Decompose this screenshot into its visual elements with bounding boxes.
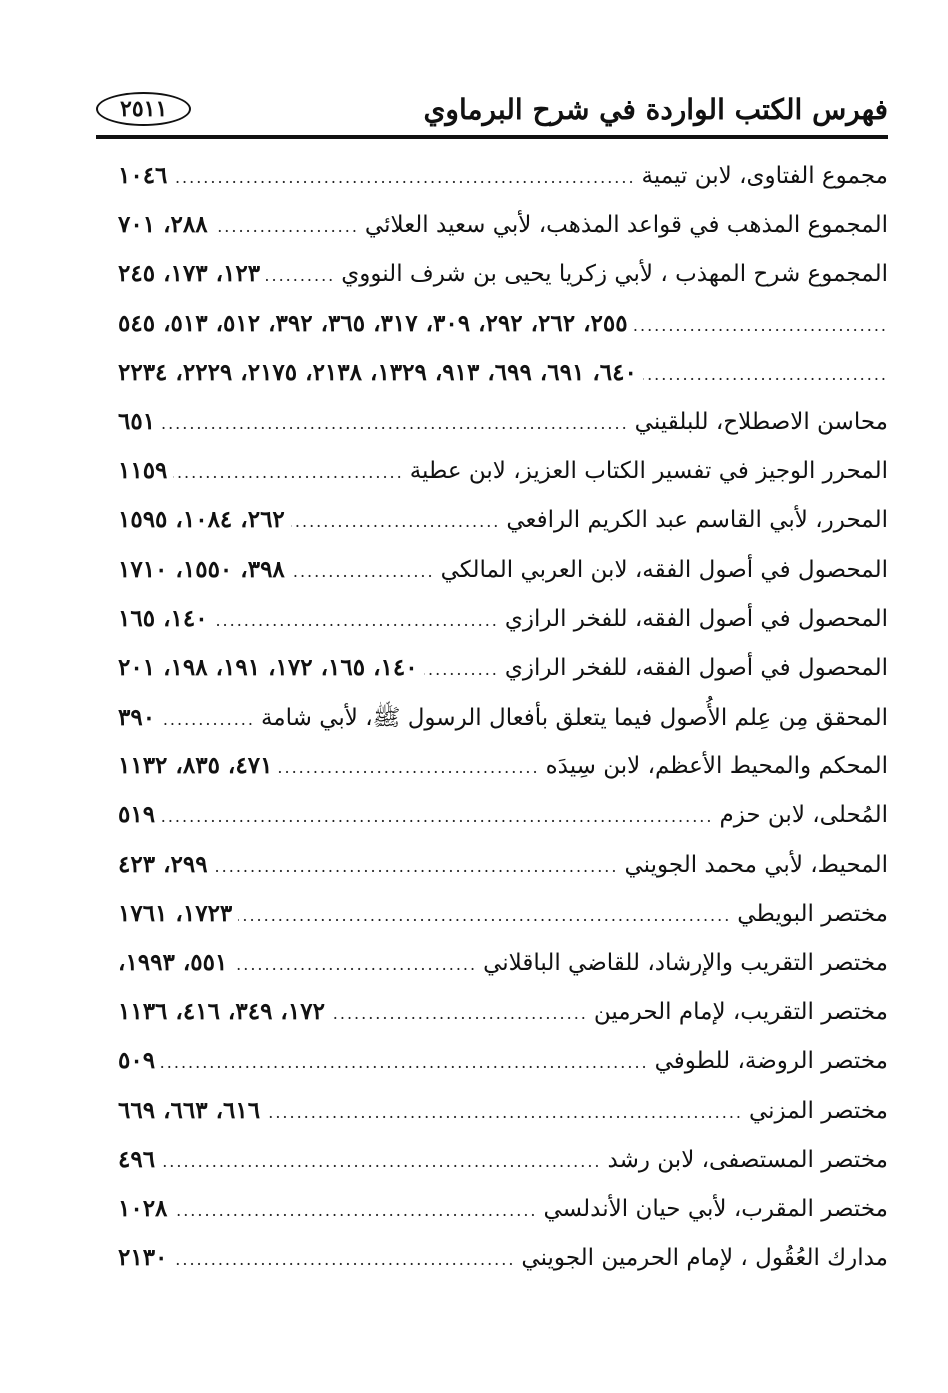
entry-pages: ٢٩٩، ٤٢٣ [118, 850, 208, 878]
leader-dots [424, 660, 499, 679]
leader-dots [214, 217, 359, 236]
leader-dots [173, 168, 635, 187]
entry-title: مختصر المستصفى، لابن رشد [607, 1146, 888, 1173]
index-entry [118, 752, 888, 801]
index-entry [118, 1097, 888, 1146]
header-title: فهرس الكتب الواردة في شرح البرماوي [423, 92, 888, 126]
entry-pages: ٢٦٢، ١٠٨٤، ١٥٩٥ [118, 506, 285, 534]
index-entry-continuation [118, 310, 888, 359]
leader-dots [214, 857, 619, 876]
entry-pages: ١٤٠، ١٦٥، ١٧٢، ١٩١، ١٩٨، ٢٠١ [118, 653, 418, 681]
entry-pages: ٣٩٨، ١٥٥٠، ١٧١٠ [118, 555, 285, 583]
leader-dots [161, 710, 255, 729]
entry-pages: ٥١٩ [118, 801, 156, 829]
entry-pages: ٢٨٨، ٧٠١ [118, 211, 208, 239]
leader-dots [291, 512, 501, 531]
entry-title: المُحلى، لابن حزم [719, 802, 888, 829]
entry-title: المحكم والمحيط الأعظم، لابن سِيدَه [545, 753, 888, 780]
entry-pages: ٦١٦، ٦٦٣، ٦٦٩ [118, 1096, 261, 1124]
leader-dots [634, 316, 888, 335]
index-entry [118, 1195, 888, 1244]
leader-dots [161, 414, 629, 433]
header-divider [96, 135, 888, 139]
index-entry [118, 703, 888, 752]
index-entry-continuation [118, 359, 888, 408]
index-entry [118, 654, 888, 703]
entry-title: مختصر التقريب، لإمام الحرمين [593, 999, 888, 1026]
entry-title: مختصر المقرب، لأبي حيان الأندلسي [543, 1195, 888, 1222]
entry-pages: ١٠٢٨ [118, 1194, 168, 1222]
index-entry [118, 457, 888, 506]
index-entry [118, 162, 888, 211]
index-entry [118, 1244, 888, 1293]
index-entry [118, 998, 888, 1047]
entry-title: المجموع شرح المهذب ، لأبي زكريا يحيى بن شرف النووي [341, 261, 888, 288]
entry-pages: ٤٩٦ [118, 1145, 156, 1173]
index-entry [118, 605, 888, 654]
index-entry [118, 1146, 888, 1195]
index-entry [118, 1047, 888, 1096]
entry-title: المحصول في أصول الفقه، لابن العربي المالكي [440, 556, 888, 583]
entry-title: المحيط، لأبي محمد الجويني [624, 851, 888, 878]
entry-title: مختصر البويطي [737, 900, 888, 927]
leader-dots [173, 1201, 537, 1220]
page-number-badge: ٢٥١١ [96, 92, 191, 126]
index-entry [118, 851, 888, 900]
entry-title: مختصر المزني [748, 1097, 888, 1124]
index-entry [118, 506, 888, 555]
entry-title: محاسن الاصطلاح، للبلقيني [634, 408, 888, 435]
leader-dots [331, 1004, 588, 1023]
entry-pages: ٣٩٠ [118, 704, 156, 732]
index-entry [118, 801, 888, 850]
entry-title: المحصول في أصول الفقه، للفخر الرازي [504, 654, 888, 681]
entry-pages: ١٧٢، ٣٤٩، ٤١٦، ١١٣٦ [118, 998, 325, 1026]
leader-dots [173, 463, 403, 482]
leader-dots [643, 365, 888, 384]
page-header [96, 86, 888, 132]
index-entry [118, 408, 888, 457]
index-entry [118, 211, 888, 260]
entry-pages: ١١٥٩ [118, 457, 168, 485]
entry-pages: ١٤٠، ١٦٥ [118, 604, 208, 632]
leader-dots [233, 955, 477, 974]
leader-dots [278, 758, 539, 777]
entry-title: المحقق مِن عِلم الأُصول فيما يتعلق بأفعال الرسول ﷺ، لأبي شامة [260, 705, 888, 732]
entry-title: مختصر الروضة، للطوفي [654, 1048, 888, 1075]
entry-title: المحرر الوجيز في تفسير الكتاب العزيز، لابن عطية [409, 458, 888, 485]
index-list [118, 162, 888, 1293]
entry-title: مجموع الفتاوى، لابن تيمية [641, 163, 888, 189]
leader-dots [161, 1152, 601, 1171]
index-entry [118, 900, 888, 949]
leader-dots [266, 1103, 743, 1122]
entry-pages: ٥٥١، ١٩٩٣، [118, 949, 228, 976]
index-entry [118, 260, 888, 309]
entry-title: المحصول في أصول الفقه، للفخر الرازي [504, 605, 888, 632]
entry-pages: ٤٧١، ٨٣٥، ١١٣٢ [118, 752, 273, 780]
leader-dots [161, 807, 713, 826]
entry-title: المجموع المذهب في قواعد المذهب، لأبي سعيد العلائي [364, 212, 888, 239]
leader-dots [238, 906, 731, 925]
entry-pages: ٥٠٩ [118, 1047, 156, 1075]
entry-pages: ١٧٢٣، ١٧٦١ [118, 899, 233, 927]
entry-pages: ١٠٤٦ [118, 162, 168, 189]
entry-title: مختصر التقريب والإرشاد، للقاضي الباقلاني [483, 950, 888, 976]
leader-dots [161, 1053, 649, 1072]
leader-dots [291, 562, 435, 581]
entry-pages: ٢٥٥، ٢٦٢، ٢٩٢، ٣٠٩، ٣١٧، ٣٦٥، ٣٩٢، ٥١٢، ٥١٣، ٥٤٥ [118, 309, 628, 337]
entry-pages: ١٢٣، ١٧٣، ٢٤٥ [118, 260, 261, 288]
leader-dots [214, 611, 499, 630]
entry-pages: ٢١٣٠ [118, 1244, 168, 1272]
index-entry [118, 556, 888, 605]
index-entry [118, 949, 888, 998]
entry-pages: ٦٥١ [118, 407, 156, 435]
entry-title: مدارك العُقُول ، لإمام الحرمين الجويني [521, 1245, 888, 1272]
leader-dots [173, 1250, 515, 1269]
leader-dots [266, 266, 335, 285]
entry-title: المحرر، لأبي القاسم عبد الكريم الرافعي [506, 507, 888, 534]
entry-pages: ٦٤٠، ٦٩١، ٦٩٩، ٩١٣، ١٣٢٩، ٢١٣٨، ٢١٧٥، ٢٢٢٩، ٢٢٣٤ [118, 358, 637, 386]
